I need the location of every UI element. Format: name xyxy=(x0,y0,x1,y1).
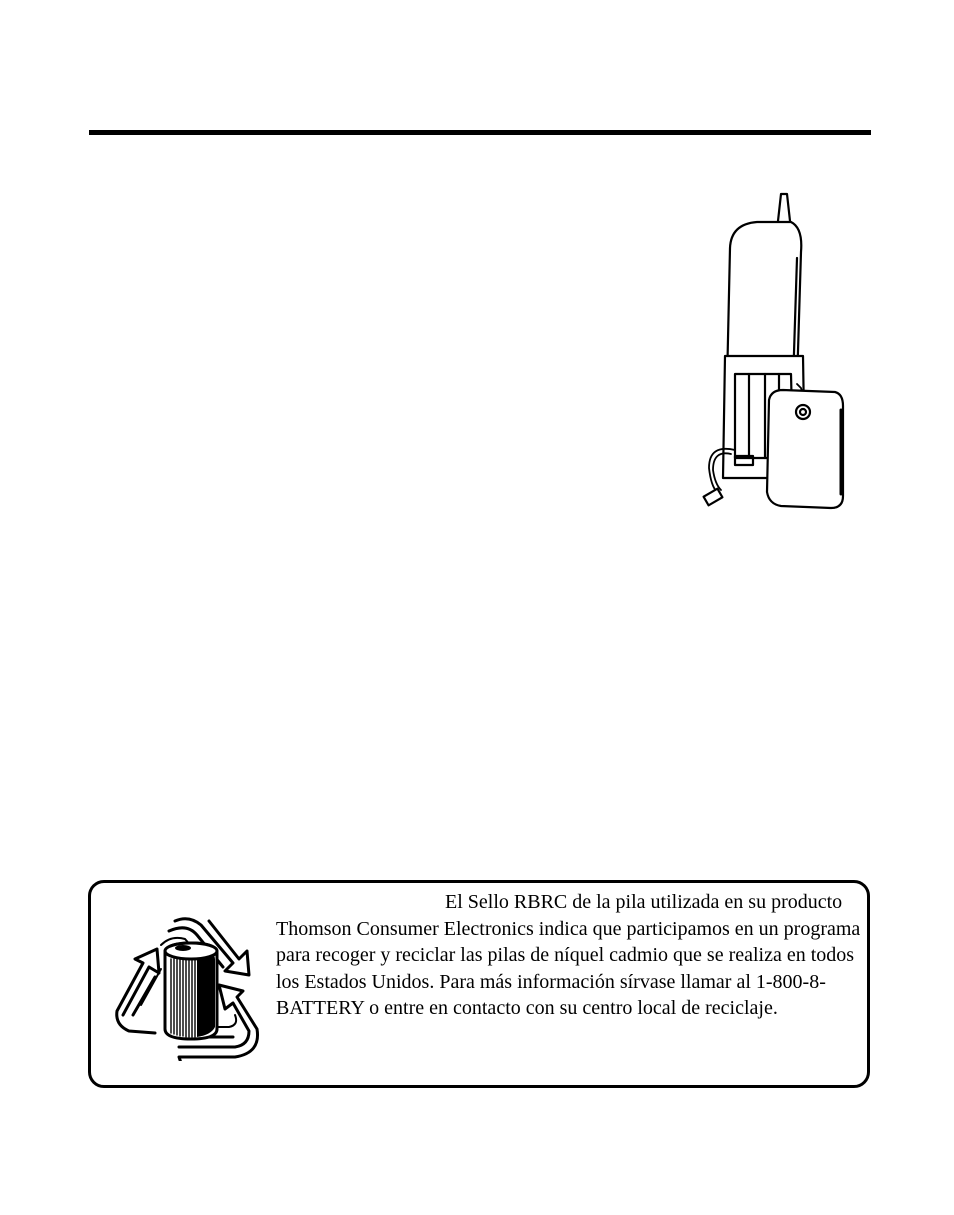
cordless-handset-icon xyxy=(695,188,855,518)
rbrc-battery-recycling-seal-icon xyxy=(115,911,265,1061)
handset-battery-figure xyxy=(695,188,855,518)
rbrc-notice-text: El Sello RBRC de la pila utilizada en su producto Thomson Consumer Electronics indica que participamos en un programa para recoger y reciclar las pilas de níquel cadmio que se realiza en todos los Estados Unidos. Para más información sírvase llamar al 1-800-8-BATTERY o entre en contacto con su centro local de reciclaje. xyxy=(276,891,861,1019)
rbrc-notice-box xyxy=(88,880,870,1088)
top-rule xyxy=(89,130,871,135)
